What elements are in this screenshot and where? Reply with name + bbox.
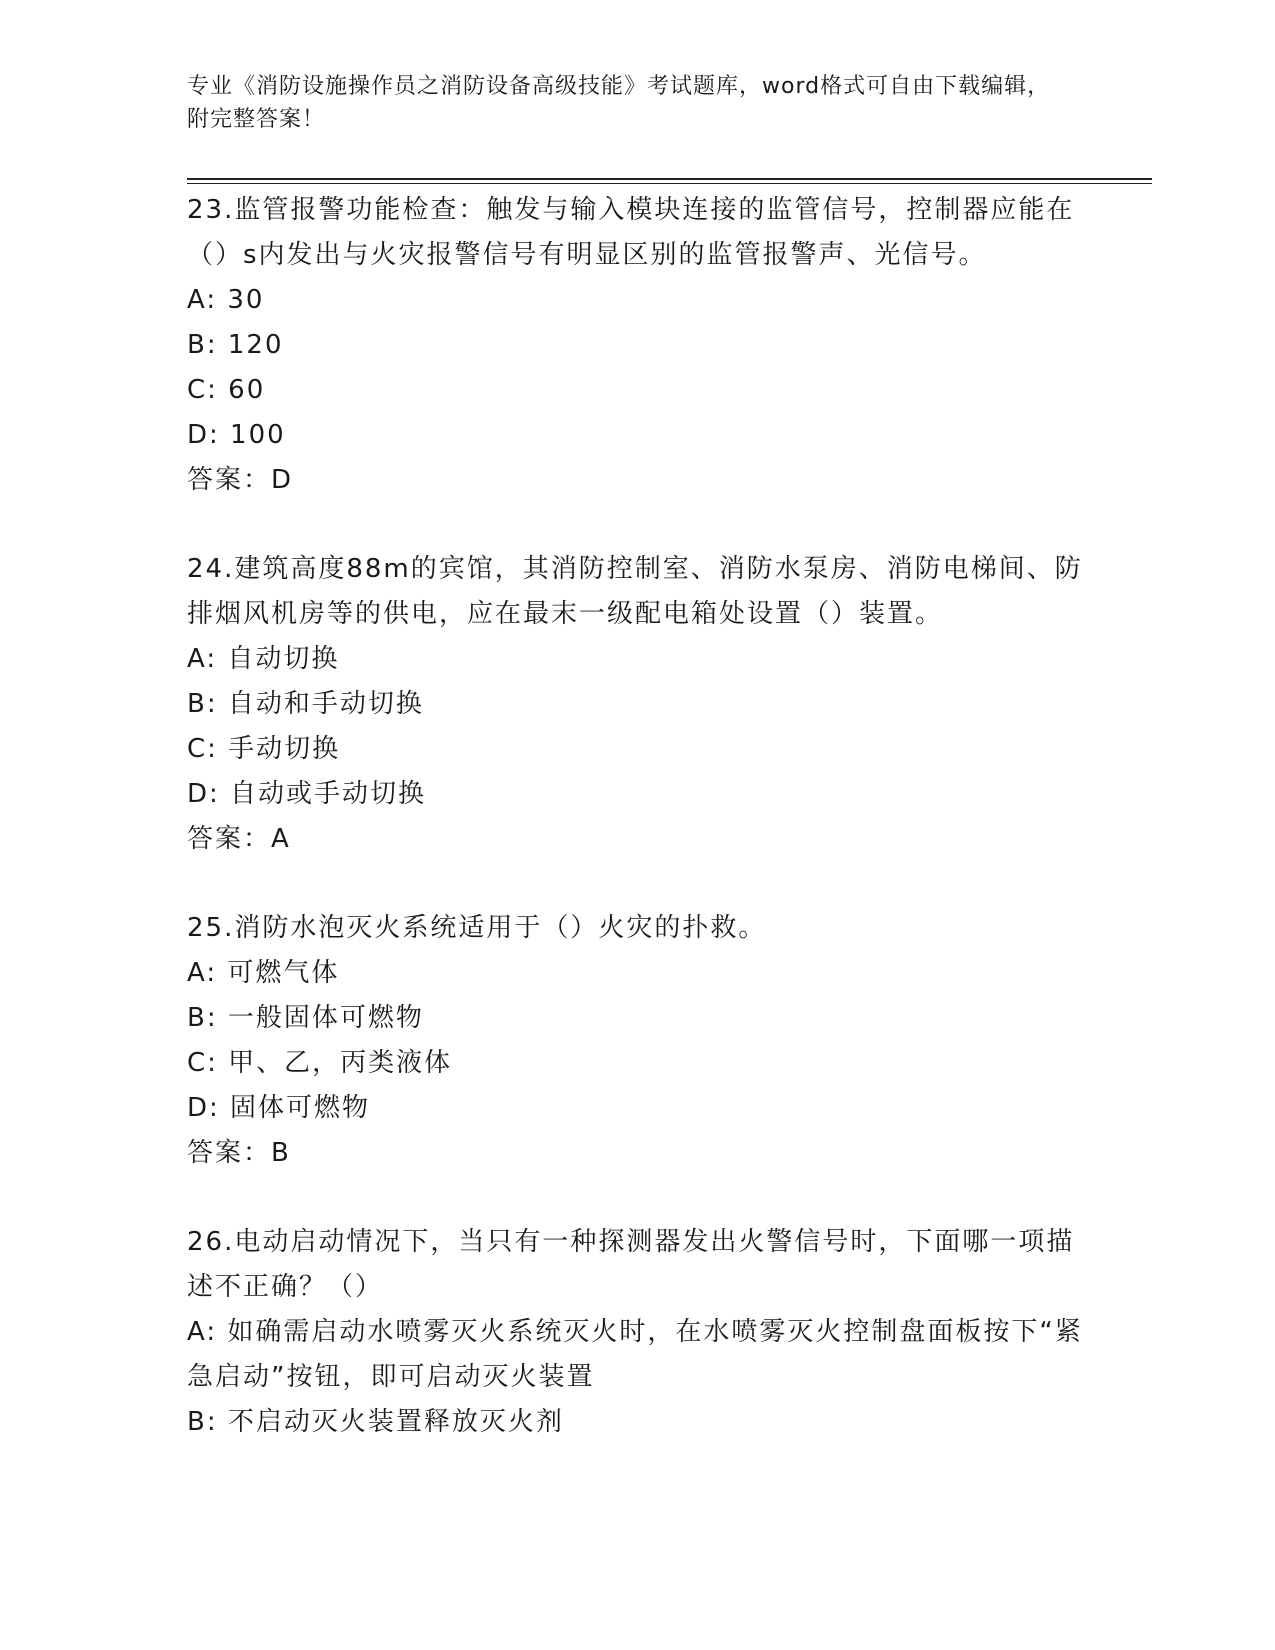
option-c: C: 60 xyxy=(187,375,266,405)
option-b: B: 不启动灭火装置释放灭火剂 xyxy=(187,1407,564,1437)
option-a: A: 30 xyxy=(187,285,265,315)
header-divider-thin xyxy=(187,183,1152,184)
question-stem: 26.电动启动情况下，当只有一种探测器发出火警信号时，下面哪一项描述不正确？（） xyxy=(187,1227,1075,1302)
option-a: A: 自动切换 xyxy=(187,644,340,674)
option-c: C: 甲、乙，丙类液体 xyxy=(187,1048,453,1078)
question-list xyxy=(187,188,1087,1489)
option-b: B: 自动和手动切换 xyxy=(187,689,424,719)
answer xyxy=(187,458,1087,503)
answer-label: 答案： xyxy=(187,1138,272,1168)
question-25 xyxy=(187,906,1087,1176)
option-d: D: 100 xyxy=(187,420,286,450)
option-a: A: 如确需启动水喷雾灭火系统灭火时，在水喷雾灭火控制盘面板按下“紧急启动”按钮，即可启动灭火装置 xyxy=(187,1317,1083,1392)
answer-value: D xyxy=(271,465,294,495)
answer xyxy=(187,1131,1087,1176)
question-stem: 24.建筑高度88m的宾馆，其消防控制室、消防水泵房、消防电梯间、防排烟风机房等的供电，应在最末一级配电箱处设置（）装置。 xyxy=(187,554,1083,629)
question-26 xyxy=(187,1220,1087,1445)
answer-label: 答案： xyxy=(187,465,272,495)
answer-label: 答案： xyxy=(187,824,272,854)
question-stem: 25.消防水泡灭火系统适用于（）火灾的扑救。 xyxy=(187,913,767,943)
header-divider-thick xyxy=(187,178,1152,180)
question-stem: 23.监管报警功能检查：触发与输入模块连接的监管信号，控制器应能在（）s内发出与火灾报警信号有明显区别的监管报警声、光信号。 xyxy=(187,195,1075,270)
option-b: B: 120 xyxy=(187,330,284,360)
answer xyxy=(187,817,1087,862)
question-23 xyxy=(187,188,1087,503)
option-a: A: 可燃气体 xyxy=(187,958,340,988)
option-d: D: 自动或手动切换 xyxy=(187,779,427,809)
answer-value: B xyxy=(271,1138,291,1168)
option-c: C: 手动切换 xyxy=(187,734,341,764)
option-d: D: 固体可燃物 xyxy=(187,1093,371,1123)
document-header: 专业《消防设施操作员之消防设备高级技能》考试题库，word格式可自由下载编辑，附完整答案！ xyxy=(187,74,1051,132)
question-24 xyxy=(187,547,1087,862)
answer-value: A xyxy=(271,824,291,854)
option-b: B: 一般固体可燃物 xyxy=(187,1003,424,1033)
